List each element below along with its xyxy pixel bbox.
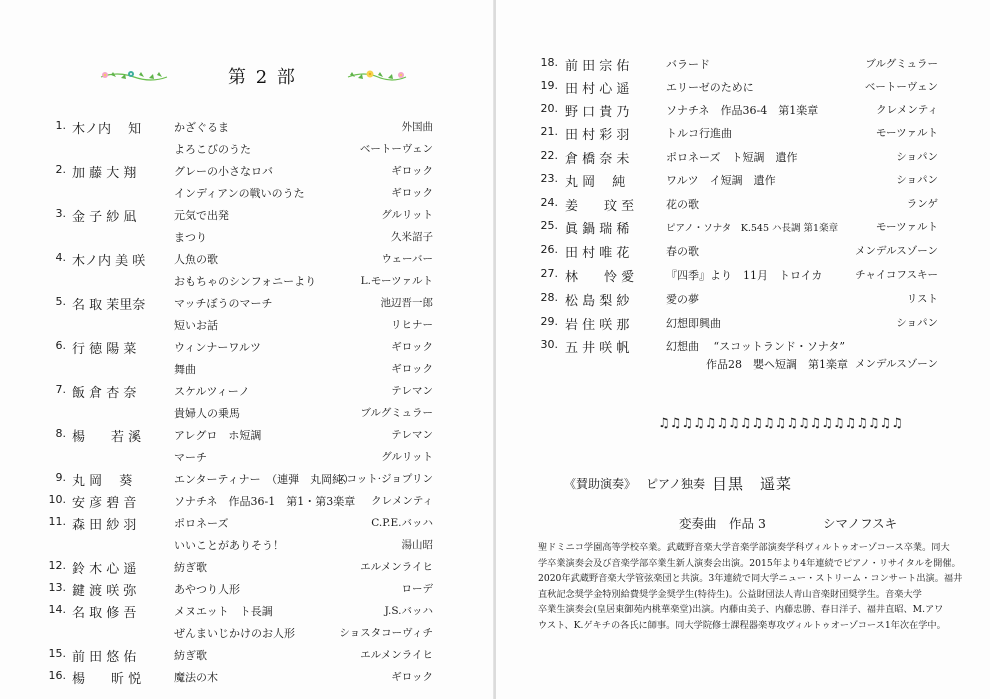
piece-title: あやつり人形	[174, 583, 240, 596]
entry-number: 30.	[540, 338, 558, 351]
piece-title: 貴婦人の乗馬	[174, 407, 240, 420]
program-row	[0, 534, 494, 556]
performer-name: 前 田 悠 佑	[72, 650, 137, 665]
composer: 久米詔子	[391, 231, 433, 243]
entry-number: 20.	[540, 102, 558, 115]
program-row	[496, 264, 990, 287]
entry-number: 29.	[540, 315, 558, 328]
piece-title: マッチぼうのマーチ	[174, 297, 273, 310]
composer: ランゲ	[906, 198, 938, 210]
bio-line: 2020年武蔵野音楽大学管弦楽団と共演。3年連続で同大学ニュー・ストリーム・コンサート出演。福井	[538, 573, 963, 584]
composer: ショパン	[896, 174, 938, 186]
entry-number: 8.	[55, 427, 66, 440]
guest-performer-name: 目黒 遥菜	[712, 475, 793, 493]
entry-number: 27.	[540, 267, 558, 280]
performer-name: 名 取 修 吾	[72, 606, 137, 621]
composer: ローデ	[401, 583, 433, 595]
program-row	[0, 556, 494, 578]
entry-number: 23.	[540, 172, 558, 185]
guest-performance-type: ピアノ独奏	[646, 477, 706, 491]
performer-name: 五 井 咲 帆	[565, 341, 630, 356]
piece-title: よろこびのうた	[174, 143, 251, 156]
piece-title: ソナチネ 作品36-4 第1楽章	[666, 104, 819, 117]
piece-title: 元気で出発	[174, 209, 229, 222]
guest-biography	[538, 540, 963, 633]
bio-line: 直秋記念奨学金特別給費奨学金奨学生(特待生)。公益財団法人青山音楽財団奨学生。音楽大学	[538, 588, 922, 600]
composer: モーツァルト	[875, 127, 938, 139]
piece-title: ウィンナーワルツ	[174, 341, 262, 354]
entry-number: 25.	[540, 219, 558, 232]
piece-title: 幻想曲 “スコットランド・ソナタ”	[666, 340, 845, 353]
piece-title: 人魚の歌	[174, 253, 218, 266]
entry-number: 16.	[48, 669, 66, 682]
performer-name: 行 徳 陽 菜	[72, 342, 137, 357]
composer: メンデルスゾーン	[855, 245, 938, 257]
piece-title: ポロネーズ	[174, 517, 229, 530]
composer: ギロック	[391, 341, 433, 353]
performer-name: 楊 若 溪	[72, 430, 142, 445]
program-row	[0, 138, 494, 160]
composer: クレメンティ	[876, 104, 938, 116]
performer-name: 鈴 木 心 遥	[72, 562, 137, 577]
piece-title: 『四季』より 11月 トロイカ	[666, 269, 823, 282]
composer: ブルグミュラー	[360, 407, 433, 419]
piece-title: 幻想即興曲	[666, 317, 721, 330]
entry-number: 7.	[55, 383, 66, 396]
program-row	[0, 270, 494, 292]
performer-name: 名 取 茉里奈	[72, 298, 146, 313]
composer: テレマン	[391, 429, 433, 441]
program-row	[0, 182, 494, 204]
composer: ギロック	[391, 671, 433, 683]
program-row	[0, 446, 494, 468]
composer: ベートーヴェン	[864, 81, 938, 93]
program-row	[0, 600, 494, 622]
piece-title: エンターティナー （連弾 丸岡純）	[174, 473, 355, 486]
entry-number: 28.	[540, 291, 558, 304]
performer-name: 林 怜 愛	[565, 270, 635, 285]
program-row	[0, 292, 494, 314]
piece-title: 魔法の木	[174, 671, 218, 684]
performer-name: 松 島 梨 紗	[565, 294, 630, 309]
program-row	[0, 402, 494, 424]
composer: L.モーツァルト	[360, 275, 433, 287]
performer-name: 木ノ内 美 咲	[72, 254, 146, 269]
entry-number: 26.	[540, 243, 558, 256]
performer-name: 倉 橋 奈 未	[565, 152, 630, 167]
composer: エルメンライヒ	[360, 649, 433, 661]
performer-name: 前 田 宗 佑	[565, 59, 630, 74]
performer-name: 木ノ内 知	[72, 122, 142, 137]
piece-title: かざぐるま	[174, 121, 229, 134]
performer-name: 飯 倉 杏 奈	[72, 386, 137, 401]
program-row	[496, 312, 990, 335]
program-row	[496, 146, 990, 169]
program-row	[0, 644, 494, 666]
performer-name: 野 口 貴 乃	[565, 105, 630, 120]
piece-title: エリーゼのために	[666, 81, 754, 94]
program-row	[496, 288, 990, 311]
composer: 湯山昭	[401, 539, 433, 551]
program-row	[0, 424, 494, 446]
entry-number: 11.	[48, 515, 66, 528]
program-row	[0, 116, 494, 138]
program-row	[0, 666, 494, 688]
composer: グルリット	[381, 209, 433, 221]
piece-title: インディアンの戦いのうた	[174, 187, 305, 200]
performer-name: 田 村 心 遥	[565, 82, 630, 97]
program-row	[496, 76, 990, 99]
piece-title: 短いお話	[174, 319, 218, 332]
bio-line: 聖ドミニコ学園高等学校卒業。武蔵野音楽大学音楽学部演奏学科ヴィルトゥオーゾコース卒業。同大	[538, 542, 950, 553]
piece-title: マーチ	[174, 451, 207, 464]
composer: ブルグミュラー	[865, 58, 938, 70]
program-row	[0, 380, 494, 402]
piece-title: ワルツ イ短調 遺作	[666, 174, 776, 187]
composer: C.P.E.バッハ	[371, 517, 433, 529]
piece-title: バラード	[666, 58, 710, 71]
composer: モーツァルト	[875, 221, 938, 233]
piece-title: メヌエット ト長調	[174, 605, 273, 618]
left-page	[0, 0, 494, 699]
program-row	[0, 226, 494, 248]
right-page	[496, 0, 990, 699]
program-row	[496, 99, 990, 122]
bio-line: 卒業生演奏会(皇居東御苑内桃華楽堂)出演。内藤由美子、内藤忠勝、春日洋子、福井直昭、M.アワ	[538, 604, 944, 615]
composer: ショパン	[896, 151, 938, 163]
program-row	[0, 336, 494, 358]
program-row	[0, 248, 494, 270]
section-title: 第 2 部	[228, 67, 297, 88]
bio-line: ウスト、K.ゲキチの各氏に師事。同大学院修士課程器楽専攻ヴィルトゥオーゾコース1年次在学中。	[538, 619, 946, 631]
entry-number: 15.	[48, 647, 66, 660]
piece-title: ソナチネ 作品36-1 第1・第3楽章	[174, 495, 356, 508]
program-row	[0, 622, 494, 644]
program-row	[0, 578, 494, 600]
composer: リスト	[906, 293, 938, 305]
composer: リヒナー	[391, 319, 433, 331]
flower-vine-icon	[346, 68, 408, 82]
guest-label: 《賛助演奏》	[564, 477, 637, 491]
program-row	[496, 53, 990, 76]
composer: グルリット	[381, 451, 433, 463]
program-row	[496, 240, 990, 263]
program-row	[0, 512, 494, 534]
entry-number: 13.	[48, 581, 66, 594]
entry-number: 21.	[540, 125, 558, 138]
program-row	[0, 160, 494, 182]
music-notes-decoration: ♫♫♫♫♫♫♫♫♫♫♫♫♫♫♫♫♫♫♫♫♫	[658, 416, 903, 431]
entry-number: 5.	[55, 295, 66, 308]
performer-name: 丸 岡 純	[565, 175, 626, 190]
piece-title: 春の歌	[666, 245, 699, 258]
piece-title: 花の歌	[666, 198, 699, 211]
entry-number: 2.	[55, 163, 66, 176]
piece-title: 作品28 嬰ヘ短調 第1楽章	[706, 358, 848, 371]
piece-title: 愛の夢	[666, 293, 699, 306]
program-row	[0, 468, 494, 490]
composer: ベートーヴェン	[359, 143, 433, 155]
piece-title: スケルツィーノ	[174, 385, 250, 398]
composer: 外国曲	[401, 121, 433, 133]
piece-title: グレーの小さなロバ	[174, 165, 273, 178]
entry-number: 14.	[48, 603, 66, 616]
performer-name: 金 子 紗 凪	[72, 210, 137, 225]
flower-vine-icon	[99, 68, 169, 82]
composer: ショスタコーヴィチ	[339, 627, 433, 639]
piece-title: アレグロ ホ短調	[174, 429, 262, 442]
entry-number: 3.	[55, 207, 66, 220]
composer: クレメンティ	[371, 495, 433, 507]
entry-number: 10.	[48, 493, 66, 506]
piece-title: トルコ行進曲	[666, 127, 732, 140]
composer: 池辺晋一郎	[380, 297, 433, 309]
composer: テレマン	[391, 385, 433, 397]
program-row	[0, 314, 494, 336]
performer-name: 丸 岡 葵	[72, 474, 133, 489]
piece-title: 紡ぎ歌	[174, 561, 207, 574]
entry-number: 19.	[540, 79, 558, 92]
composer: ショパン	[896, 317, 938, 329]
performer-name: 鍵 渡 咲 弥	[72, 584, 137, 599]
guest-composer: シマノフスキ	[823, 516, 898, 531]
composer: ギロック	[391, 165, 433, 177]
piece-title: ピアノ・ソナタ K.545 ハ長調 第1楽章	[666, 223, 839, 234]
guest-piece-title: 変奏曲 作品 3	[679, 516, 766, 531]
program-row	[496, 169, 990, 192]
performer-name: 姜 玟 至	[565, 199, 635, 214]
entry-number: 18.	[540, 56, 558, 69]
entry-number: 9.	[55, 471, 66, 484]
program-row	[496, 122, 990, 145]
bio-line: 学卒業演奏会及び音楽学部卒業生新人演奏会出演。2015年より4年連続でピアノ・リサイタルを開催。	[538, 557, 961, 569]
piece-title: 舞曲	[174, 363, 196, 376]
program-row	[0, 358, 494, 380]
program-row	[496, 216, 990, 239]
composer: メンデルスゾーン	[855, 358, 938, 370]
piece-title: まつり	[174, 231, 207, 244]
piece-title: いいことがありそう！	[174, 539, 284, 552]
composer: J.S.バッハ	[384, 605, 433, 617]
performer-name: 田 村 彩 羽	[565, 128, 630, 143]
entry-number: 6.	[55, 339, 66, 352]
piece-title: おもちゃのシンフォニーより	[174, 275, 317, 288]
entry-number: 24.	[540, 196, 558, 209]
composer: エルメンライヒ	[360, 561, 433, 573]
composer: ギロック	[391, 363, 433, 375]
performer-name: 田 村 唯 花	[565, 246, 630, 261]
entry-number: 1.	[55, 119, 66, 132]
performer-name: 加 藤 大 翔	[72, 166, 137, 181]
program-row	[496, 193, 990, 216]
entry-number: 4.	[55, 251, 66, 264]
composer: ギロック	[391, 187, 433, 199]
performer-name: 楊 昕 悦	[72, 672, 142, 687]
performer-name: 眞 鍋 瑞 稀	[565, 222, 630, 237]
piece-title: ぜんまいじかけのお人形	[174, 627, 295, 640]
program-row	[0, 490, 494, 512]
program-row-continuation	[496, 353, 990, 376]
program-row	[0, 204, 494, 226]
performer-name: 岩 住 咲 那	[565, 318, 630, 333]
composer: チャイコフスキー	[855, 269, 938, 281]
piece-title: ポロネーズ ト短調 遺作	[666, 151, 798, 164]
entry-number: 22.	[540, 149, 558, 162]
performer-name: 森 田 紗 羽	[72, 518, 137, 533]
entry-number: 12.	[48, 559, 66, 572]
composer: スコット·ジョプリン	[336, 473, 433, 485]
performer-name: 安 彦 碧 音	[72, 496, 137, 511]
piece-title: 紡ぎ歌	[174, 649, 207, 662]
composer: ウェーバー	[381, 253, 433, 265]
